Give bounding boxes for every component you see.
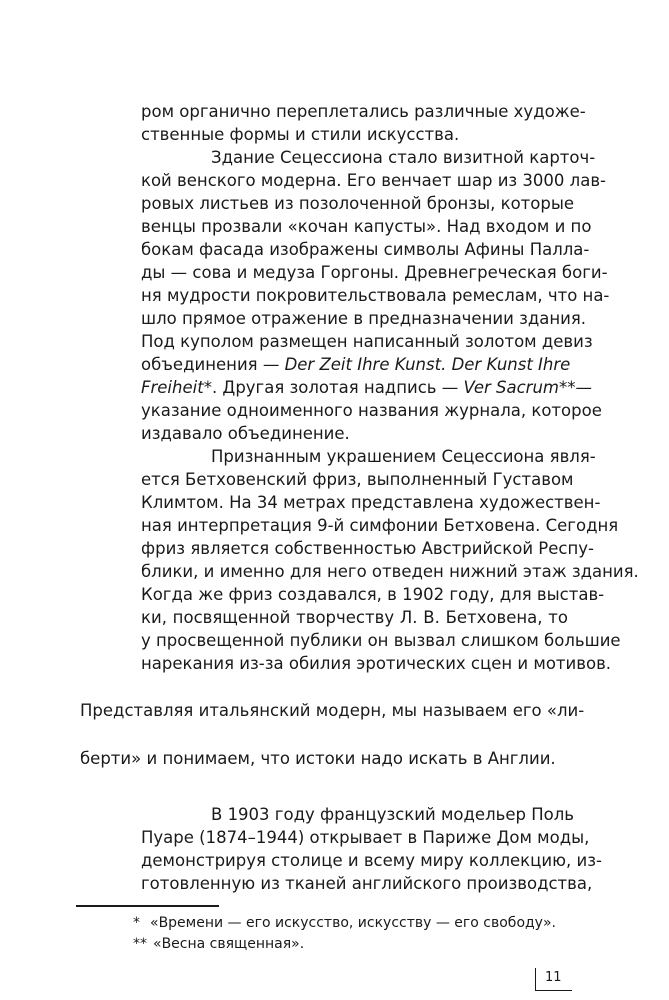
text-line: бокам фасада изображены символы Афины Палла- — [141, 240, 590, 259]
text-line: Здание Сецессиона стало визитной карточ- — [211, 148, 596, 167]
text-line: берти» и понимаем, что истоки надо искать в Англии. — [80, 749, 556, 768]
text-line: указание одноименного названия журнала, которое — [141, 401, 602, 420]
footnote-rule — [76, 905, 219, 907]
text-line: у просвещенной публики он вызвал слишком большие — [141, 631, 621, 650]
footnote-mark: ** — [133, 936, 147, 952]
italic-motto: Freiheit — [141, 378, 204, 397]
text-line: готовленную из тканей английского производства, — [141, 874, 593, 893]
text-line: ром органично переплетались различные художе- — [141, 102, 586, 121]
text-line: ки, посвященной творчеству Л. В. Бетховена, то — [141, 608, 568, 627]
footnote-mark: * — [133, 915, 140, 931]
text-line: Когда же фриз создавался, в 1902 году, для выстав- — [141, 585, 605, 604]
text-line: издавало объединение. — [141, 424, 350, 443]
text-line: ня мудрости покровительствовала ремеслам, что на- — [141, 286, 610, 305]
text-line: Климтом. На 34 метрах представлена художествен- — [141, 493, 601, 512]
text-run: объединения — — [141, 355, 285, 374]
text-line: блики, и именно для него отведен нижний этаж здания. — [141, 562, 639, 581]
text-line: Представляя итальянский модерн, мы называем его «ли- — [80, 701, 585, 720]
footnote-text: «Весна священная». — [153, 936, 305, 952]
text-line: нарекания из-за обилия эротических сцен и мотивов. — [141, 654, 612, 673]
text-line: венцы прозвали «кочан капусты». Над входом и по — [141, 217, 592, 236]
footnote-text: «Времени — его искусство, искусству — его свободу». — [150, 915, 556, 931]
text-line: ется Бетховенский фриз, выполненный Густавом — [141, 470, 574, 489]
text-line: фриз является собственностью Австрийской Респу- — [141, 539, 594, 558]
text-line: В 1903 году французский модельер Поль — [211, 805, 574, 824]
italic-title: Ver Sacrum — [463, 378, 559, 397]
text-line: ная интерпретация 9-й симфонии Бетховена. Сегодня — [141, 516, 619, 535]
text-line — [141, 354, 571, 376]
page-number: 11 — [545, 970, 562, 985]
text-line: Пуаре (1874–1944) открывает в Париже Дом моды, — [141, 828, 590, 847]
italic-motto: Der Zeit Ihre Kunst. Der Kunst Ihre — [284, 355, 571, 374]
text-line: ственные формы и стили искусства. — [141, 125, 460, 144]
text-line: шло прямое отражение в предназначении здания. — [141, 309, 587, 328]
text-line: Под куполом размещен написанный золотом девиз — [141, 332, 593, 351]
text-line: ровых листьев из позолоченной бронзы, которые — [141, 194, 575, 213]
text-line: ды — сова и медуза Горгоны. Древнегреческая боги- — [141, 263, 608, 282]
text-line: кой венского модерна. Его венчает шар из 3000 лав- — [141, 171, 607, 190]
text-line — [141, 377, 592, 399]
footnote-1 — [133, 913, 556, 933]
text-line: демонстрируя столице и всему миру коллекцию, из- — [141, 851, 602, 870]
text-run: **— — [559, 378, 592, 397]
text-line: Признанным украшением Сецессиона явля- — [211, 447, 596, 466]
text-run: *. Другая золотая надпись — — [203, 378, 464, 397]
footnote-2 — [133, 934, 304, 954]
